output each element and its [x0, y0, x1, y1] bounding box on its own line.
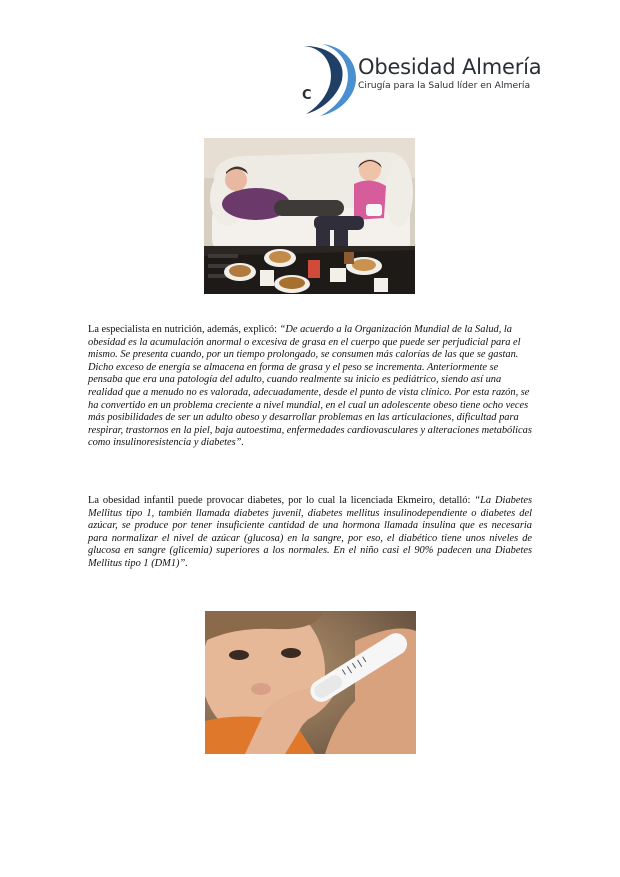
- logo-swoosh-icon: [296, 40, 358, 120]
- paragraph2-lead: La obesidad infantil puede provocar diabetes, por lo cual la licenciada Ekmeiro, detalló:: [88, 495, 475, 506]
- paragraph1-lead: La especialista en nutrición, además, explicó:: [88, 324, 280, 335]
- paragraph2-quote: “La Diabetes Mellitus tipo 1, también llamada diabetes juvenil, diabetes mellitus insulinodependiente o diabetes del azúcar, se produce por tener insuficiente cantidad de una hormona llamada insulina que es necesaria para normalizar el nivel de azúcar (glucosa) en la sangre, por eso, el diabético tiene unos niveles de glucosa en sangre (glicemia) superiores a los normales. En el niño casi el 90% padecen una Diabetes Mellitus tipo 1 (DM1)”.: [88, 495, 532, 569]
- glucose-test-photo: [205, 611, 416, 754]
- obesidad-almeria-logo: [296, 40, 542, 120]
- children-sofa-photo: [204, 138, 415, 294]
- logo-subtitle: Cirugía para la Salud líder en Almería: [358, 80, 531, 91]
- paragraph-diabetes-quote: [88, 495, 532, 571]
- logo-title: Obesidad Almería: [358, 55, 542, 79]
- paragraph1-quote: “De acuerdo a la Organización Mundial de la Salud, la obesidad es la acumulación anormal o excesiva de grasa en el cuerpo que puede ser perjudicial para el mismo. Se presenta cuando, por un tiempo prolongado, se consumen más calorías de las que se gastan. Dicho exceso de energía se almacena en forma de grasa y el peso se incrementa. Anteriormente se pensaba que era una patología del adulto, cuando realmente su inicio es pediátrico, siendo así una realidad que a menudo no es valorada, adecuadamente, desde el punto de vista clínico. Por esta razón, se ha convertido en un problema creciente a nivel mundial, en el cual un adolescente obeso tiene ocho veces más posibilidades de ser un adulto obeso y desarrollar problemas en las articulaciones, dificultad para respirar, trastornos en la piel, baja autoestima, enfermedades cardiovasculares y alteraciones metabólicas como insulinoresistencia y diabetes”.: [88, 324, 532, 449]
- logo-mark-letter: C: [302, 88, 312, 103]
- paragraph-nutrition-quote: [88, 324, 532, 450]
